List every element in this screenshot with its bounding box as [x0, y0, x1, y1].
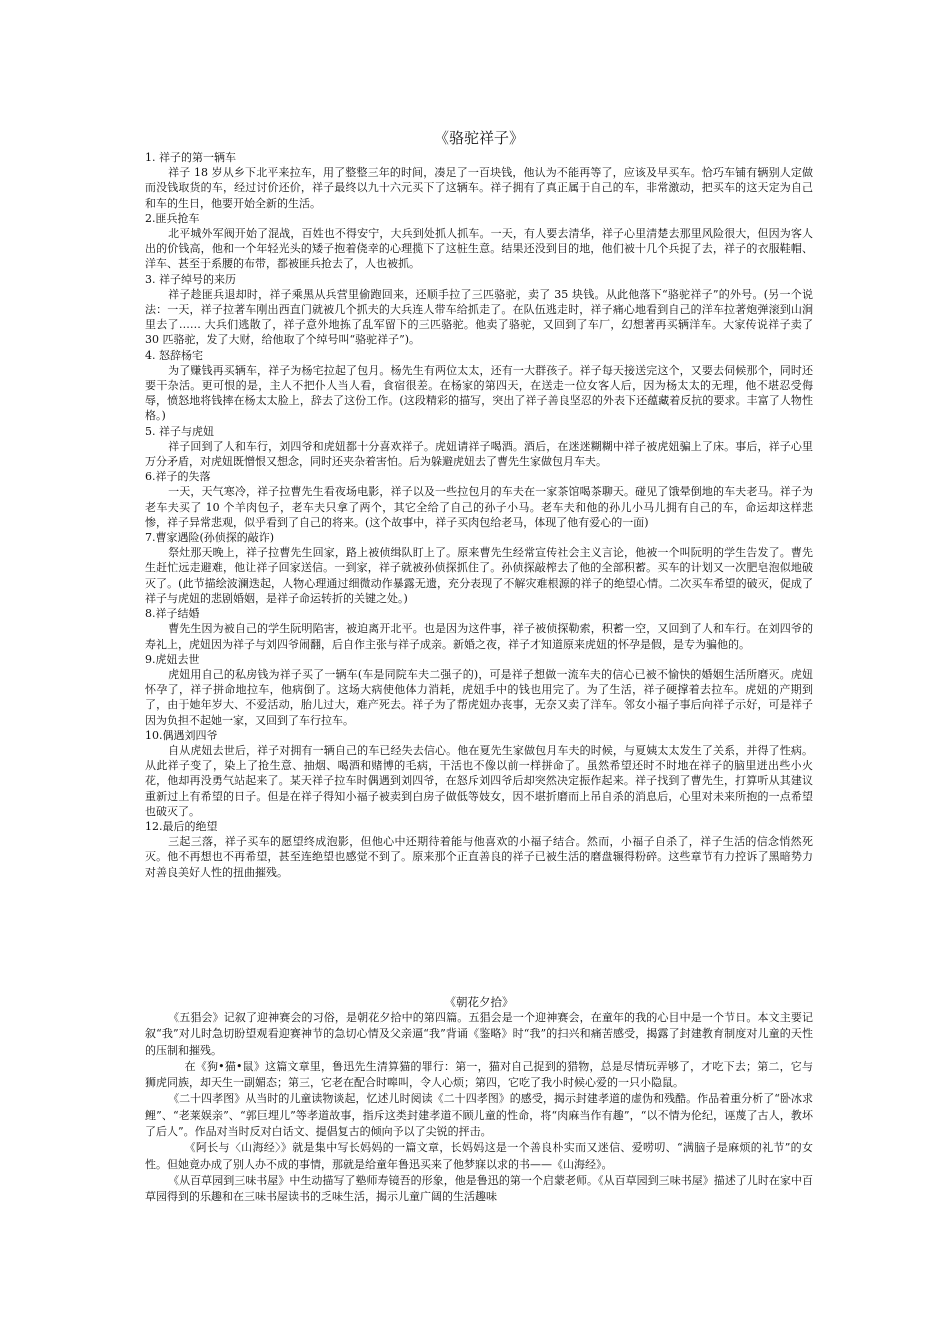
doc-title: 《骆驼祥子》: [433, 129, 524, 147]
section-body: 三起三落，祥子买车的愿望终成泡影，但他心中还期待着能与他喜欢的小福子结合。然而，小福子自杀了，祥子生活的信念悄然死灭。他不再想也不再希望，甚至连绝望也感觉不到了。原来那个正直善良的祥子已被生活的磨盘辗得粉碎。这些章节有力控诉了黑暗势力对善良美好人性的扭曲摧残。: [145, 835, 813, 879]
section-body: 一天，天气寒冷，祥子拉曹先生看夜场电影，祥子以及一些拉包月的车夫在一家茶馆喝茶聊天。碰见了饿晕倒地的车夫老马。祥子为老车夫买了 10 个羊肉包子，老车夫只拿了两个，其它全给了自己的孙子小马。老车夫和他的孙儿小马儿拥有自己的车，命运却这样悲惨，祥子异常悲观，似乎看到了自己的将来。(这个故事中，祥子买肉包给老马，体现了他有爱心的一面): [145, 485, 813, 529]
paragraph: 《五猖会》记叙了迎神赛会的习俗，是朝花夕拾中的第四篇。五猖会是一个迎神赛会，在童年的我的心目中是一个节日。本文主要记叙“我”对儿时急切盼望观看迎赛神节的急切心情及父亲逼“我”背诵《鉴略》时“我”的扫兴和痛苦感受，揭露了封建教育制度对儿童的天性的压制和摧残。: [145, 1011, 813, 1057]
sections-container: [145, 150, 813, 880]
section-heading: 3. 祥子绰号的来历: [145, 272, 236, 286]
paragraphs-container: [145, 1010, 813, 1206]
section-body: 北平城外军阀开始了混战，百姓也不得安宁，大兵到处抓人抓车。一天，有人要去清华，祥子心里清楚去那里风险很大，但因为客人出的价钱高，他和一个年轻光头的矮子抱着侥幸的心理揽下了这桩生意。结果还没到目的地，他们被十几个兵捉了去，祥子的衣服鞋帽、洋车、甚至于系腰的布带，都被匪兵抢去了，人也被抓。: [145, 227, 813, 271]
paragraph: 《二十四孝图》从当时的儿童读物谈起，忆述儿时阅读《二十四孝图》的感受，揭示封建孝道的虚伪和残酷。作品着重分析了“卧冰求鲤”、“老莱娱亲”、“郭巨埋儿”等孝道故事，指斥这类封建孝道不顾儿童的性命，将“肉麻当作有趣”，“以不情为伦纪，诬蔑了古人，教坏了后人”。作品对当时反对白话文、提倡复古的倾向予以了尖锐的抨击。: [145, 1092, 813, 1139]
section-heading: 4. 怒辞杨宅: [145, 348, 203, 362]
section-body: 祥子 18 岁从乡下北平来拉车，用了整整三年的时间，凑足了一百块钱，他认为不能再等了，应该及早买车。恰巧车铺有辆别人定做而没钱取货的车，经过讨价还价，祥子最终以九十六元买下了这辆车。祥子拥有了真正属于自己的车，非常激动，把买车的这天定为自己和车的生日，他要开始全新的生活。: [145, 166, 813, 210]
paragraph: 《从百草园到三味书屋》中生动描写了塾师寿镜吾的形象，他是鲁迅的第一个启蒙老师。《从百草园到三味书屋》描述了儿时在家中百草园得到的乐趣和在三味书屋读书的乏味生活，揭示儿童广阔的生活趣味: [145, 1173, 813, 1204]
doc-zhaohua-xishi: [145, 994, 813, 1206]
section-heading: 2.匪兵抢车: [145, 211, 200, 225]
doc-luotuo-xiangzi: [145, 128, 813, 880]
section-heading: 8.祥子结婚: [145, 607, 200, 621]
paragraph: 《阿长与〈山海经〉》就是集中写长妈妈的一篇文章，长妈妈这是一个善良朴实而又迷信、爱唠叨、“满脑子是麻烦的礼节”的女性。但她竟办成了别人办不成的事情，那就是给童年鲁迅买来了他梦寐以求的书——《山海经》。: [145, 1141, 813, 1171]
section-body: 曹先生因为被自己的学生阮明陷害，被迫离开北平。也是因为这件事，祥子被侦探勒索，积蓄一空，又回到了人和车行。在刘四爷的寿礼上，虎妞因为祥子与刘四爷闹翻，后自作主张与祥子成亲。新婚之夜，祥子才知道原来虎妞的怀孕是假，是专为骗他的。: [145, 622, 813, 651]
section-body: 祥子回到了人和车行，刘四爷和虎妞都十分喜欢祥子。虎妞请祥子喝酒。酒后，在迷迷糊糊中祥子被虎妞骗上了床。事后，祥子心里万分矛盾，对虎妞既憎恨又想念，同时还夹杂着害怕。后为躲避虎妞去了曹先生家做包月车夫。: [145, 439, 813, 469]
section-heading: 6.祥子的失落: [145, 470, 211, 484]
section-heading: 12.最后的绝望: [145, 819, 218, 833]
section-heading: 10.偶遇刘四爷: [145, 728, 218, 742]
section-heading: 7.曹家遇险(孙侦探的敲诈): [145, 531, 275, 545]
section-body: 祥子趁匪兵退却时，祥子乘黑从兵营里偷跑回来，还顺手拉了三匹骆驼，卖了 35 块钱。从此他落下“骆驼祥子”的外号。(另一个说法：一天，祥子拉著车刚出西直门就被几个抓夫的大兵连人带车给抓走了。在队伍逃走时，祥子痛心地看到自己的洋车拉著炮弹滚到山涧里去了…… 大兵们逃散了，祥子意外地拣了乱军留下的三匹骆驼。他卖了骆驼，又回到了车厂，幻想著再买辆洋车。大家传说祥子卖了 30 匹骆驼，发了大财，给他取了个绰号叫“骆驼祥子”)。: [145, 287, 813, 347]
section-body: 虎妞用自己的私房钱为祥子买了一辆车(车是同院车夫二强子的)，可是祥子想做一流车夫的信心已被不愉快的婚姻生活所磨灭。虎妞怀孕了，祥子拼命地拉车，他病倒了。这场大病使他体力消耗，虎妞手中的钱也用完了。为了生活，祥子硬撑着去拉车。虎妞的产期到了，由于她年岁大、不爱活动，胎儿过大，难产死去。祥子为了帮虎妞办丧事，无奈又卖了洋车。邻女小福子事后向祥子示好，可是祥子因为负担不起她一家，又回到了车行拉车。: [145, 667, 813, 727]
section-body: 自从虎妞去世后，祥子对拥有一辆自己的车已经失去信心。他在夏先生家做包月车夫的时候，与夏姨太太发生了关系，并得了性病。从此祥子变了，染上了抢生意、抽烟、喝酒和赌博的毛病，干活也不像以前一样拼命了。虽然希望还时不时地在祥子的脑里迸出些小火花，他却再没勇气站起来了。某天祥子拉车时偶遇到刘四爷，在怒斥刘四爷后却突然决定振作起来。祥子找到了曹先生，打算听从其建议重新过上有希望的日子。但是在祥子得知小福子被卖到白房子做低等妓女，因不堪折磨而上吊自杀的消息后，心里对未来所抱的一点希望也破灭了。: [145, 743, 813, 818]
section-heading: 5. 祥子与虎妞: [145, 424, 214, 438]
section-heading: 1. 祥子的第一辆车: [145, 151, 236, 164]
section-body: 为了赚钱再买辆车，祥子为杨宅拉起了包月。杨先生有两位太太，还有一大群孩子。祥子每天接送完这个，又要去伺候那个，同时还要干杂活。更可恨的是，主人不把仆人当人看，食宿很差。在杨家的第四天，在送走一位女客人后，因为杨太太的无理，他不堪忍受侮辱，愤怒地将钱摔在杨太太脸上，辞去了这份工作。(这段精彩的描写，突出了祥子善良坚忍的外表下还蕴藏着反抗的要求。丰富了人物性格。): [145, 363, 813, 423]
doc2-title: 《朝花夕拾》: [444, 995, 514, 1009]
paragraph: 在《狗•猫•鼠》这篇文章里，鲁迅先生清算猫的罪行：第一，猫对自己捉到的猎物，总是尽情玩弄够了，才吃下去；第二，它与狮虎同族，却天生一副媚态；第三，它老在配合时嗥叫，令人心烦；第四，它吃了我小时候心爱的一只小隐鼠。: [145, 1059, 813, 1090]
section-body: 祭灶那天晚上，祥子拉曹先生回家，路上被侦缉队盯上了。原来曹先生经常宣传社会主义言论，他被一个叫阮明的学生告发了。曹先生赶忙远走避难，他让祥子回家送信。一到家，祥子就被孙侦探抓住了。孙侦探敲榨去了他的全部积蓄。买车的计划又一次肥皂泡似地破灭了。(此节描绘波澜迭起，人物心理通过细微动作暴露无遗，充分表现了不解灾难根源的祥子的绝望心情。二次买车希望的破灭，促成了祥子与虎妞的悲剧婚姻，是祥子命运转折的关键之处。): [145, 546, 813, 605]
section-heading: 9.虎妞去世: [145, 652, 200, 666]
